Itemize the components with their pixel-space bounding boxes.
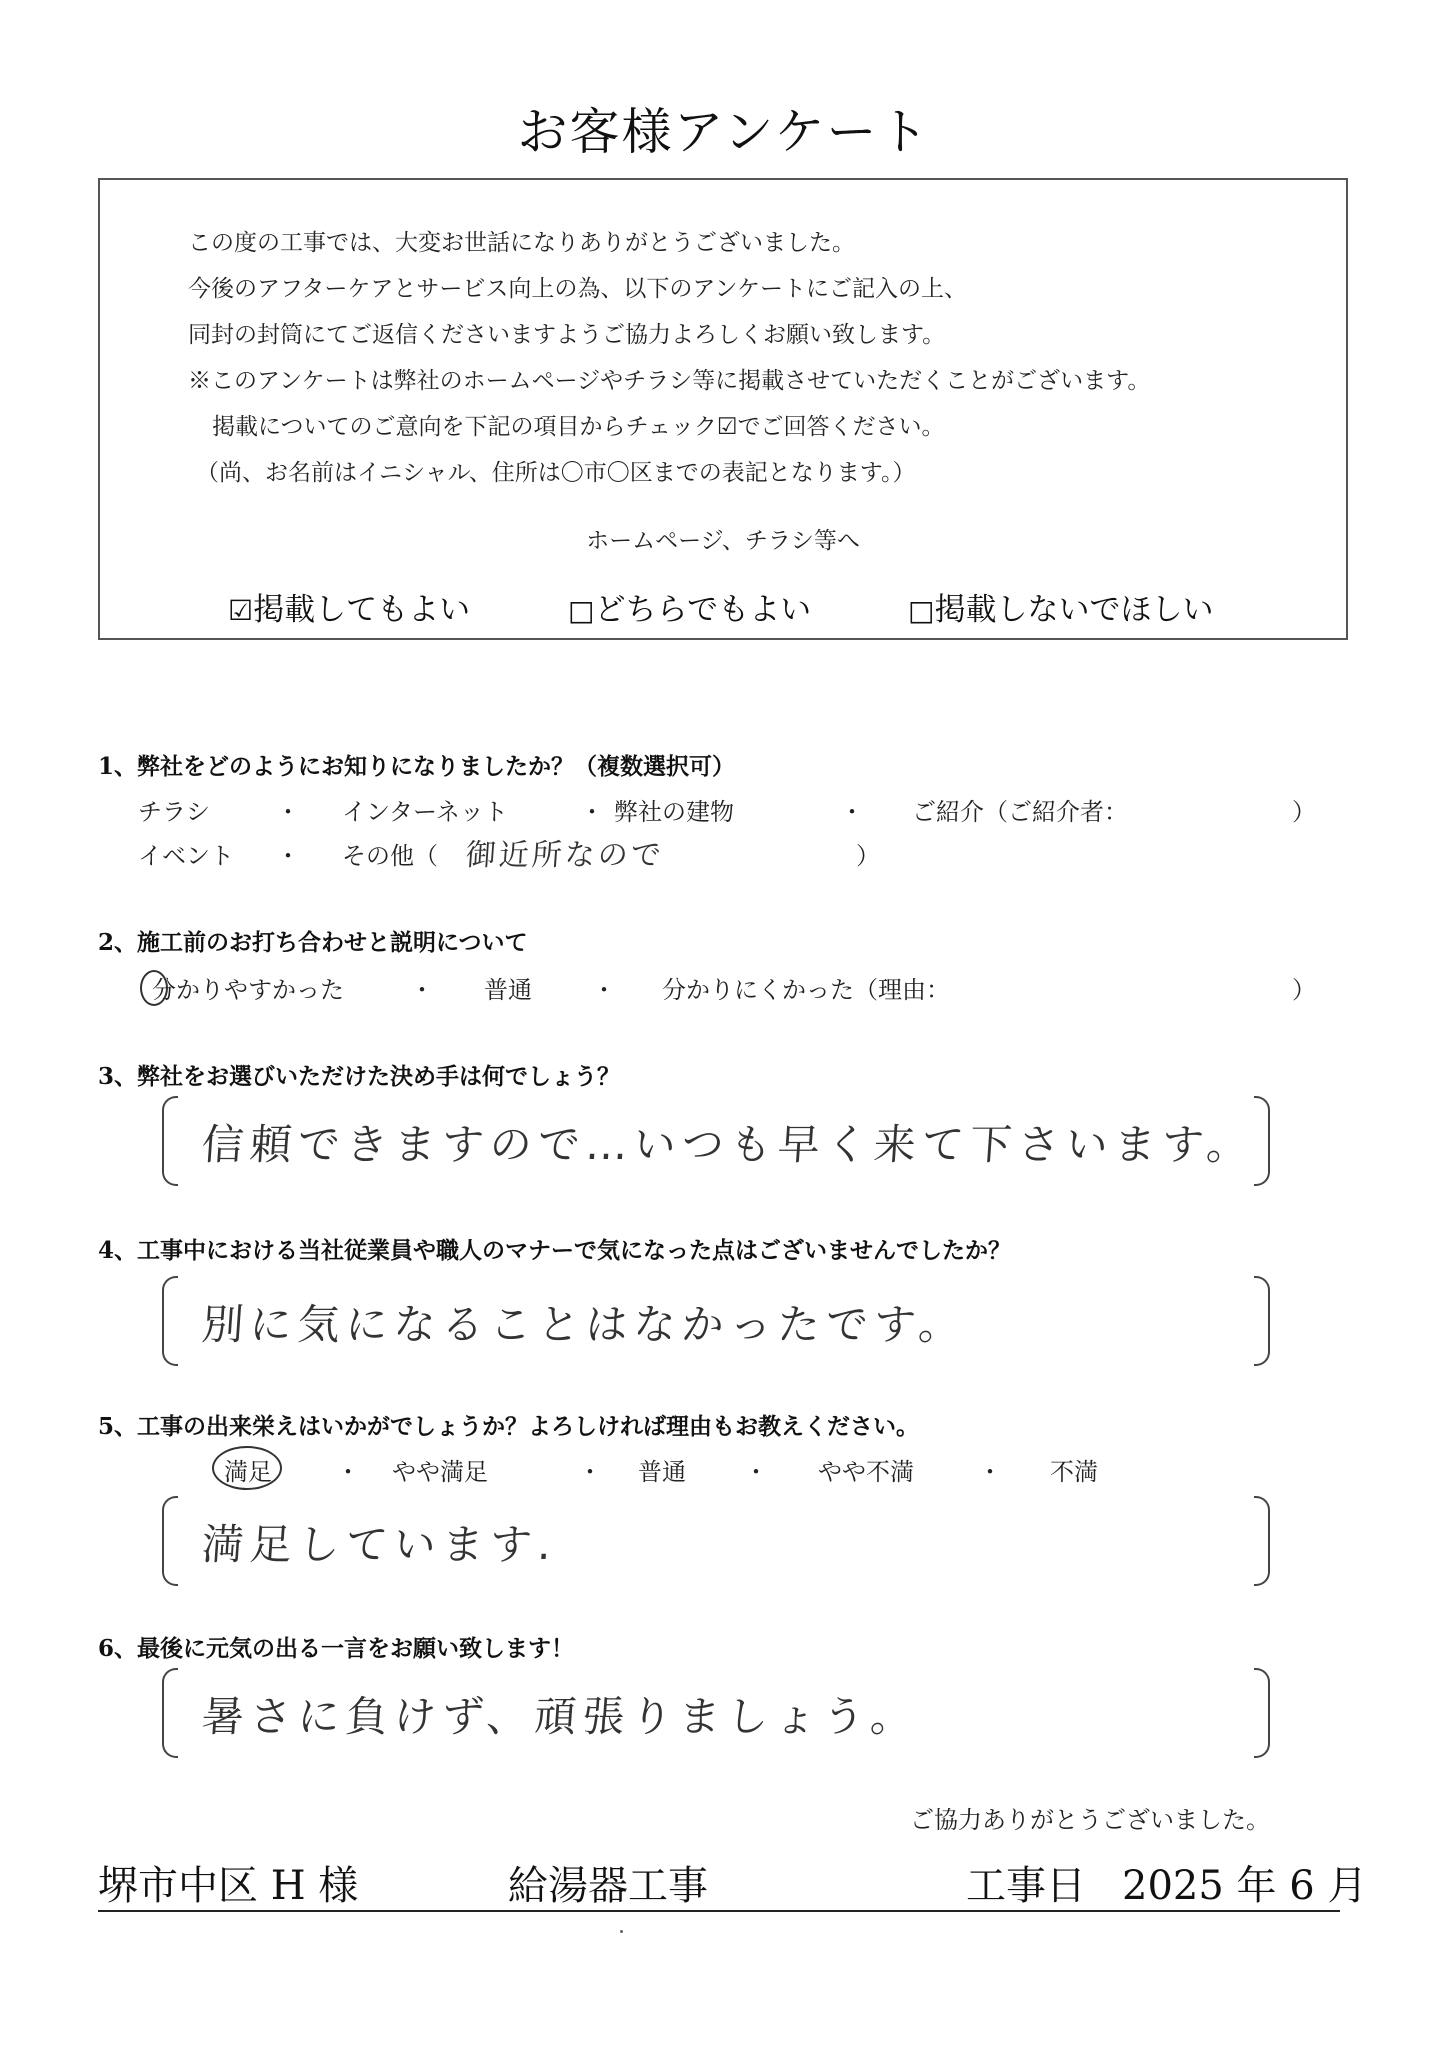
q1-option-other[interactable]: その他（ [342, 842, 438, 870]
intro-line-2: 今後のアフターケアとサービス向上の為、以下のアンケートにご記入の上、 [188, 276, 968, 302]
q1-option-referral[interactable]: ご紹介（ご紹介者： [912, 798, 1128, 826]
publish-option-either[interactable] [568, 584, 811, 629]
question-5-heading: 5、工事の出来栄えはいかがでしょうか？よろしければ理由もお教えください。 [98, 1413, 920, 1440]
q2-option-normal[interactable]: 普通 [484, 976, 532, 1004]
q5-option-normal[interactable]: 普通 [638, 1458, 686, 1486]
intro-line-4: ※このアンケートは弊社のホームページやチラシ等に掲載させていただくことがございます。 [188, 368, 1151, 394]
q3-answer-box[interactable] [162, 1096, 1270, 1186]
publish-option-label: どちらでもよい [594, 592, 812, 628]
q5-option-satisfied[interactable]: 満足 [224, 1458, 272, 1486]
q3-answer[interactable]: 信頼できますので…いつも早く来て下さいます。 [200, 1120, 1257, 1169]
q4-answer-box[interactable] [162, 1276, 1270, 1366]
publish-option-label: 掲載してもよい [253, 592, 471, 628]
q6-answer-box[interactable] [162, 1668, 1270, 1758]
q1-option-event[interactable]: イベント [138, 842, 234, 870]
checked-box-icon[interactable]: ☑ [228, 594, 254, 627]
footer-work: 給湯器工事 [508, 1863, 708, 1909]
question-1-heading: 1、弊社をどのようにお知りになりましたか？（複数選択可） [98, 753, 736, 780]
separator-dot: ・ [276, 842, 300, 870]
publish-option-no[interactable] [908, 584, 1213, 629]
bracket-left [162, 1668, 178, 1758]
separator-dot: ・ [744, 1458, 768, 1486]
q6-answer[interactable]: 暑さに負けず、頑張りましょう。 [200, 1692, 921, 1741]
question-2-heading: 2、施工前のお打ち合わせと説明について [98, 929, 528, 956]
empty-box-icon[interactable]: □ [568, 594, 595, 627]
separator-dot: ・ [336, 1458, 360, 1486]
bracket-left [162, 1496, 178, 1586]
footer-date-value: 2025 年 6 月 [1122, 1863, 1368, 1909]
separator-dot: ・ [578, 1458, 602, 1486]
publish-option-label: 掲載しないでほしい [934, 592, 1214, 628]
page-title: お客様アンケート [517, 103, 931, 161]
question-4-heading: 4、工事中における当社従業員や職人のマナーで気になった点はございませんでしたか？ [98, 1237, 1012, 1264]
intro-line-5: 掲載についてのご意向を下記の項目からチェック☑でご回答ください。 [212, 414, 945, 440]
separator-dot: ・ [580, 798, 604, 826]
publish-option-ok[interactable] [228, 584, 470, 629]
intro-line-1: この度の工事では、大変お世話になりありがとうございました。 [188, 230, 855, 256]
separator-dot: ・ [840, 798, 864, 826]
bracket-right [1254, 1496, 1270, 1586]
q4-answer[interactable]: 別に気になることはなかったです。 [200, 1300, 969, 1349]
close-paren: ） [1292, 976, 1316, 1004]
q5-option-somewhat-unsatisfied[interactable]: やや不満 [818, 1458, 914, 1486]
scan-speck [620, 1930, 623, 1933]
q1-option-building[interactable]: 弊社の建物 [614, 798, 734, 826]
q2-option-unclear[interactable]: 分かりにくかった（理由： [662, 976, 950, 1004]
question-6-heading: 6、最後に元気の出る一言をお願い致します！ [98, 1635, 575, 1662]
intro-line-6: （尚、お名前はイニシャル、住所は〇市〇区までの表記となります。） [196, 460, 916, 486]
question-3-heading: 3、弊社をお選びいただけた決め手は何でしょう？ [98, 1063, 621, 1090]
q2-option-clear[interactable]: 分かりやすかった [152, 976, 344, 1004]
q1-option-flyer[interactable]: チラシ [138, 798, 210, 826]
footer-customer: 堺市中区 H 様 [98, 1863, 359, 1909]
empty-box-icon[interactable]: □ [908, 594, 935, 627]
q5-option-somewhat-satisfied[interactable]: やや満足 [392, 1458, 488, 1486]
bracket-left [162, 1096, 178, 1186]
intro-box [98, 178, 1348, 640]
q5-answer[interactable]: 満足しています. [200, 1520, 559, 1569]
separator-dot: ・ [978, 1458, 1002, 1486]
close-paren: ） [856, 842, 880, 870]
publish-label: ホームページ、チラシ等へ [586, 528, 860, 554]
q1-other-answer[interactable]: 御近所なので [464, 838, 665, 873]
separator-dot: ・ [592, 976, 616, 1004]
thanks-message: ご協力ありがとうございました。 [910, 1806, 1270, 1834]
close-paren: ） [1292, 798, 1316, 826]
bracket-right [1254, 1276, 1270, 1366]
q5-option-unsatisfied[interactable]: 不満 [1050, 1458, 1098, 1486]
bracket-right [1254, 1096, 1270, 1186]
bracket-right [1254, 1668, 1270, 1758]
bracket-left [162, 1276, 178, 1366]
footer [98, 1850, 1368, 1912]
footer-date-label: 工事日 [966, 1863, 1086, 1909]
q1-option-internet[interactable]: インターネット [342, 798, 508, 826]
separator-dot: ・ [410, 976, 434, 1004]
separator-dot: ・ [276, 798, 300, 826]
q5-answer-box[interactable] [162, 1496, 1270, 1586]
intro-line-3: 同封の封筒にてご返信くださいますようご協力よろしくお願い致します。 [188, 322, 946, 348]
